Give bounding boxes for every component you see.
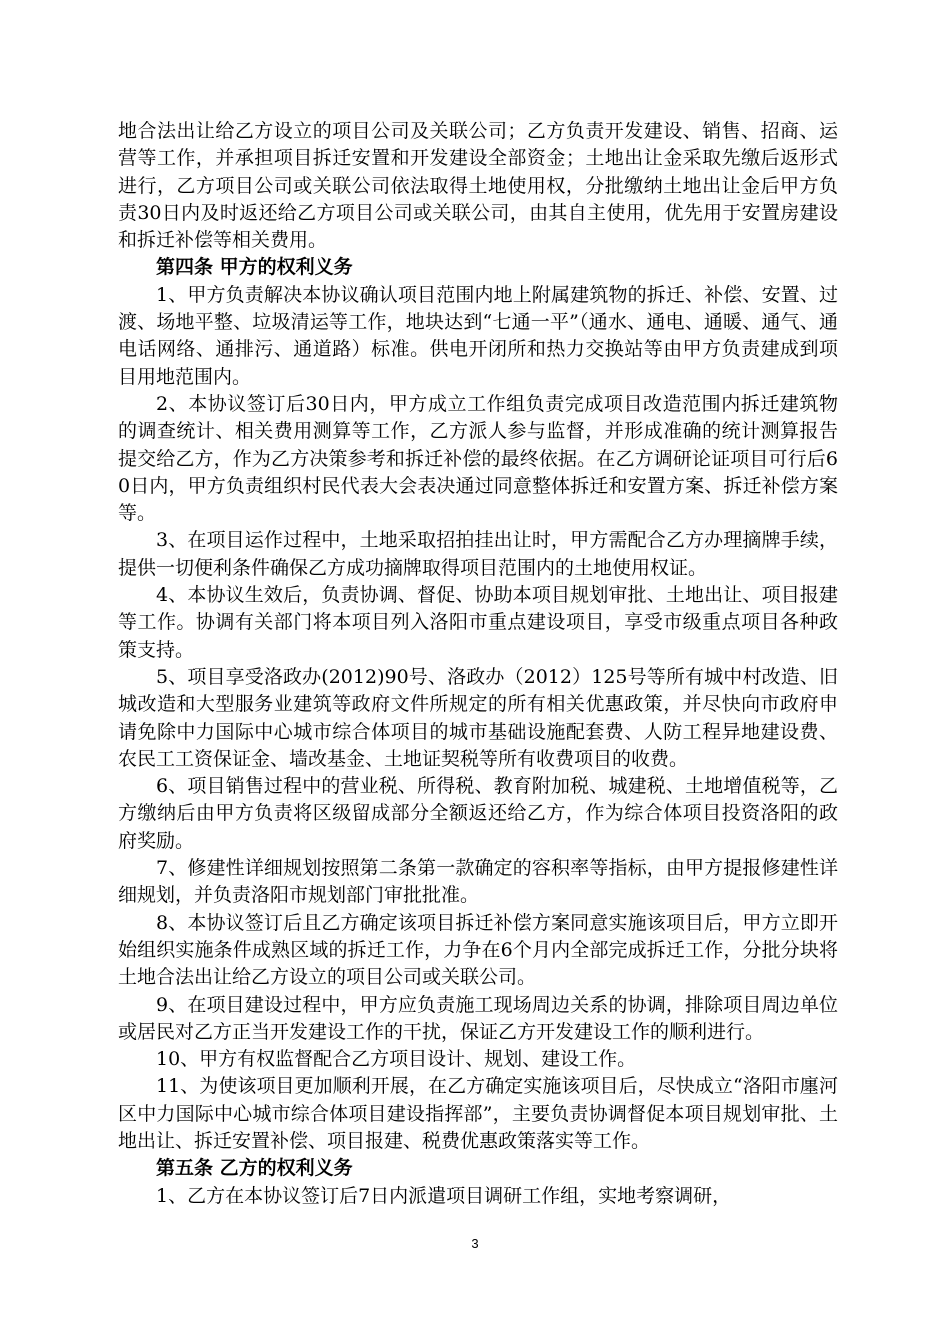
section-4-item-5: 5、项目享受洛政办(2012)90号、洛政办（2012）125号等所有城中村改造、旧城改造和大型服务业建筑等政府文件所规定的所有相关优惠政策，并尽快向市政府申请免除中力国际中心城市综合体项目的城市基础设施配套费、人防工程异地建设费、农民工工资保证金、墙改基金、土地证契税等所有收费项目的收费。 [118,665,838,770]
section-4-item-6: 6、项目销售过程中的营业税、所得税、教育附加税、城建税、土地增值税等，乙方缴纳后由甲方负责将区级留成部分全额返还给乙方，作为综合体项目投资洛阳的政府奖励。 [118,775,838,852]
section-5-heading: 第五条 乙方的权利义务 [156,1157,353,1180]
opening-paragraph: 地合法出让给乙方设立的项目公司及关联公司；乙方负责开发建设、销售、招商、运营等工作，并承担项目拆迁安置和开发建设全部资金；土地出让金采取先缴后返形式进行，乙方项目公司或关联公司依法取得土地使用权，分批缴纳土地出让金后甲方负责30日内及时返还给乙方项目公司或关联公司，由其自主使用，优先用于安置房建设和拆迁补偿等相关费用。 [118,120,838,252]
section-4-item-2: 2、本协议签订后30日内，甲方成立工作组负责完成项目改造范围内拆迁建筑物的调查统计、相关费用测算等工作，乙方派人参与监督，并形成准确的统计测算报告提交给乙方，作为乙方决策参考和拆迁补偿的最终依据。在乙方调研论证项目可行后60日内，甲方负责组织村民代表大会表决通过同意整体拆迁和安置方案、拆迁补偿方案等。 [118,392,838,525]
section-4-item-9: 9、在项目建设过程中，甲方应负责施工现场周边关系的协调，排除项目周边单位或居民对乙方正当开发建设工作的干扰，保证乙方开发建设工作的顺利进行。 [118,993,838,1043]
section-4-item-4: 4、本协议生效后，负责协调、督促、协助本项目规划审批、土地出让、项目报建等工作。协调有关部门将本项目列入洛阳市重点建设项目，享受市级重点项目各种政策支持。 [118,584,838,661]
page-number: 3 [471,1236,479,1251]
section-4-item-8: 8、本协议签订后且乙方确定该项目拆迁补偿方案同意实施该项目后，甲方立即开始组织实施条件成熟区域的拆迁工作，力争在6个月内全部完成拆迁工作，分批分块将土地合法出让给乙方设立的项目公司或关联公司。 [118,911,838,989]
section-4-heading: 第四条 甲方的权利义务 [156,256,353,279]
section-4-item-3: 3、在项目运作过程中，土地采取招拍挂出让时，甲方需配合乙方办理摘牌手续，提供一切便利条件确保乙方成功摘牌取得项目范围内的土地使用权证。 [118,529,838,579]
section-4-item-7: 7、修建性详细规划按照第二条第一款确定的容积率等指标，由甲方提报修建性详细规划，并负责洛阳市规划部门审批批准。 [118,857,838,907]
section-4-item-11: 11、为使该项目更加顺利开展，在乙方确定实施该项目后，尽快成立“洛阳市廛河区中力国际中心城市综合体项目建设指挥部”，主要负责协调督促本项目规划审批、土地出让、拆迁安置补偿、项目报建、税费优惠政策落实等工作。 [118,1075,838,1152]
section-4-item-1: 1、甲方负责解决本协议确认项目范围内地上附属建筑物的拆迁、补偿、安置、过渡、场地平整、垃圾清运等工作，地块达到“七通一平”（通水、通电、通暖、通气、通电话网络、通排污、通道路）标准。供电开闭所和热力交换站等由甲方负责建成到项目用地范围内。 [118,283,838,388]
section-5-item-1: 1、乙方在本协议签订后7日内派遣项目调研工作组，实地考察调研， [156,1184,732,1207]
document-body [118,118,838,1210]
section-4-item-10: 10、甲方有权监督配合乙方项目设计、规划、建设工作。 [156,1048,637,1071]
